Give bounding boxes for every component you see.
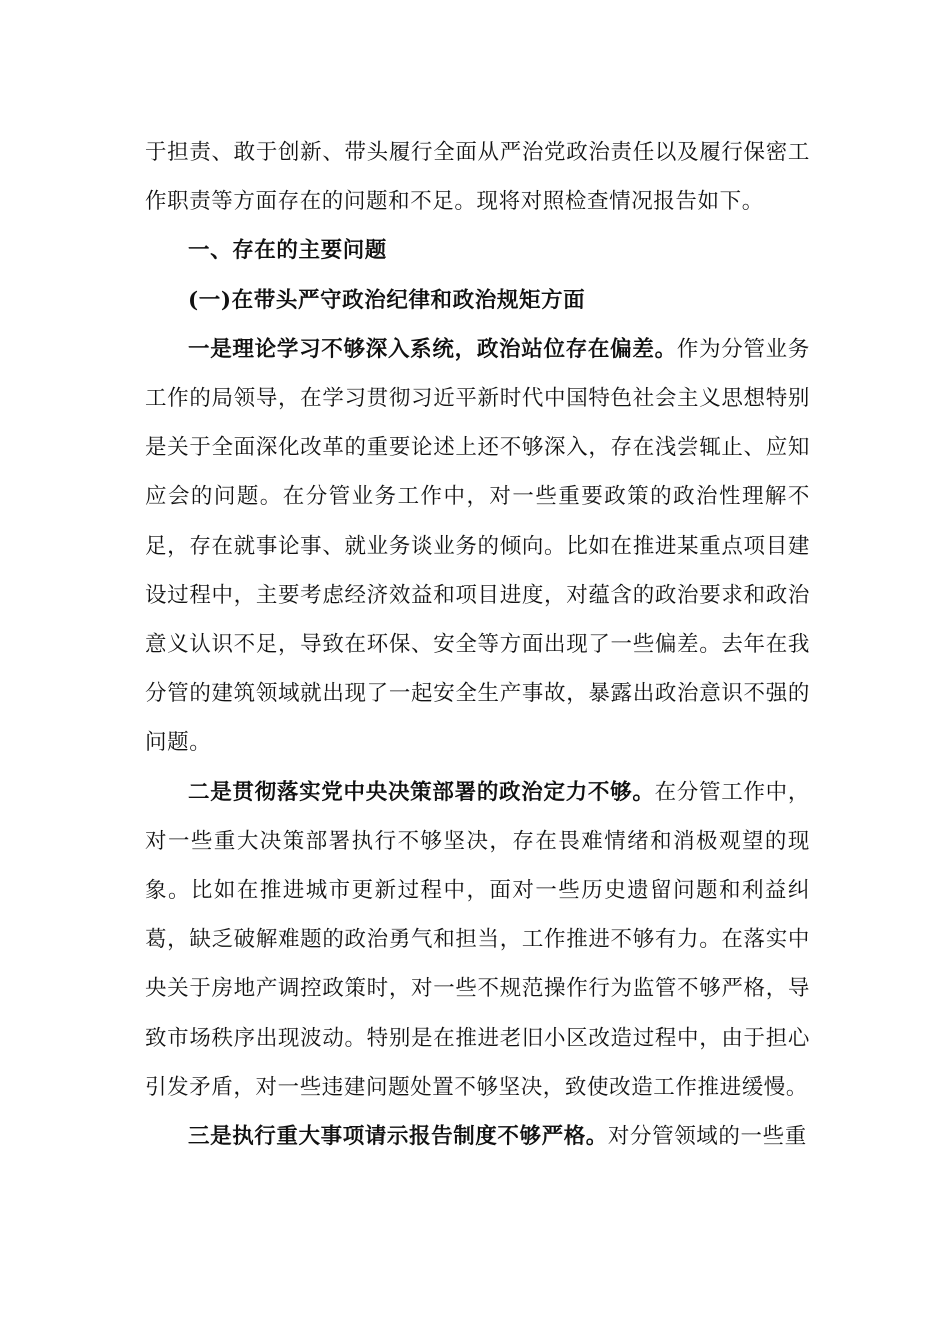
point-3-text: 对分管领域的一些重 — [607, 1124, 807, 1150]
subsection-heading: (一)在带头严守政治纪律和政治规矩方面 — [188, 287, 586, 313]
point-2-lead: 二是贯彻落实党中央决策部署的政治定力不够。 — [188, 779, 655, 805]
point-1-text: 作为分管业务工作的局领导，在学习贯彻习近平新时代中国特色社会主义思想特别是关于全面深化改革的重要论述上还不够深入，存在浅尝辄止、应知应会的问题。在分管业务工作中，对一些重要政策的政治性理解不足，存在就事论事、就业务谈业务的倾向。比如在推进某重点项目建设过程中，主要考虑经济效益和项目进度，对蕴含的政治要求和政治意义认识不足，导致在环保、安全等方面出现了一些偏差。去年在我分管的建筑领域就出现了一起安全生产事故，暴露出政治意识不强的问题。 — [145, 336, 811, 756]
point-paragraph-3 — [145, 1112, 810, 1161]
point-paragraph-2 — [145, 768, 810, 1112]
point-1-lead: 一是理论学习不够深入系统，政治站位存在偏差。 — [188, 336, 677, 362]
paragraph-intro-continued: 于担责、敢于创新、带头履行全面从严治党政治责任以及履行保密工作职责等方面存在的问题和不足。现将对照检查情况报告如下。 — [145, 140, 810, 215]
document-body — [145, 128, 810, 1161]
point-2-text: 在分管工作中，对一些重大决策部署执行不够坚决，存在畏难情绪和消极观望的现象。比如在推进城市更新过程中，面对一些历史遗留问题和利益纠葛，缺乏破解难题的政治勇气和担当，工作推进不够有力。在落实中央关于房地产调控政策时，对一些不规范操作行为监管不够严格，导致市场秩序出现波动。特别是在推进老旧小区改造过程中，由于担心引发矛盾，对一些违建问题处置不够坚决，致使改造工作推进缓慢。 — [145, 779, 811, 1100]
point-paragraph-1 — [145, 325, 810, 768]
section-heading: 一、存在的主要问题 — [188, 238, 387, 264]
point-3-lead: 三是执行重大事项请示报告制度不够严格。 — [188, 1124, 608, 1150]
